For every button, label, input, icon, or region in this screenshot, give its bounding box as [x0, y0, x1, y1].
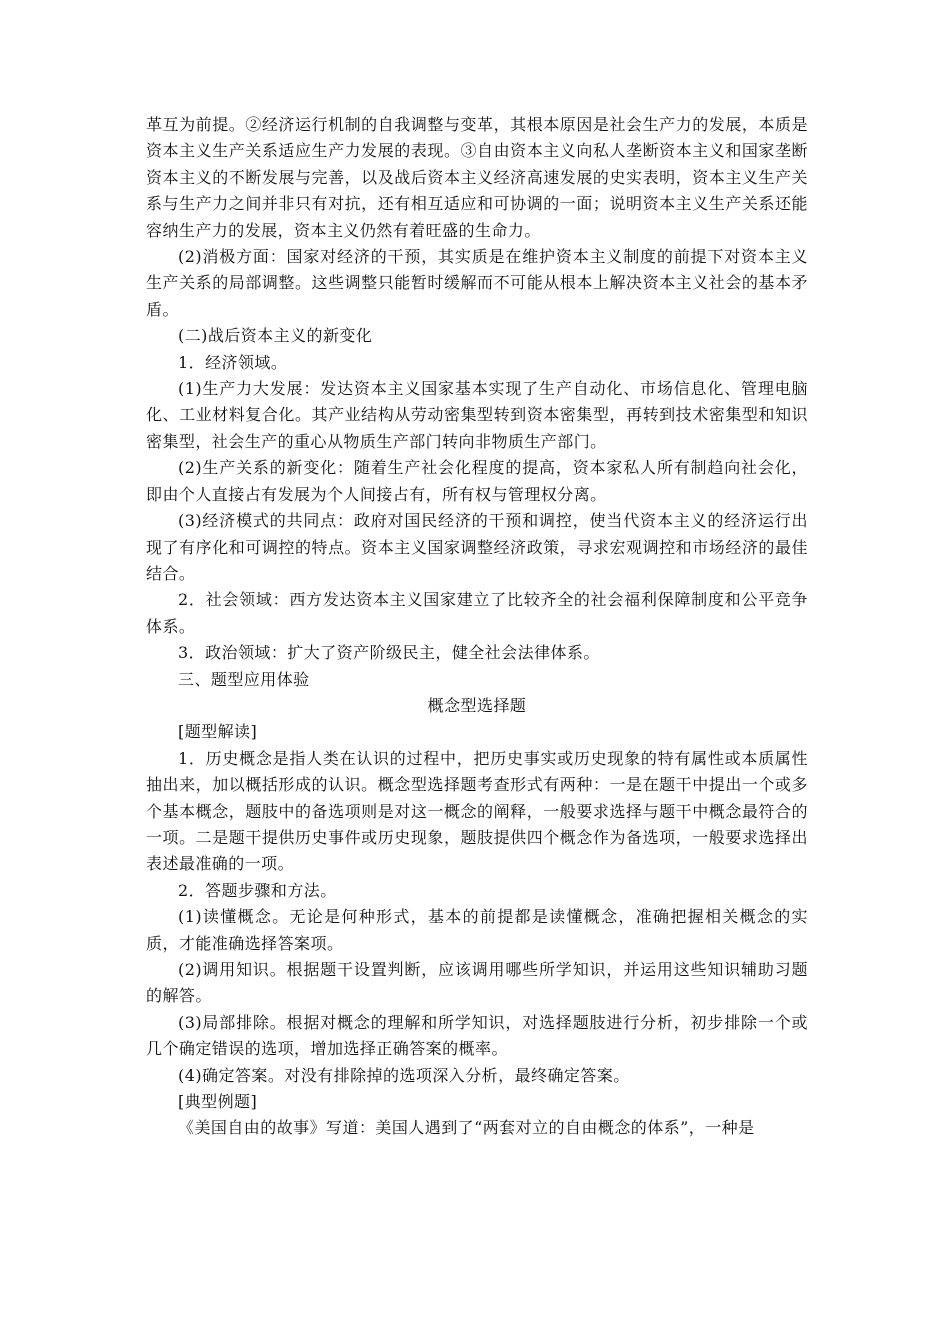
label-question-interpretation: [题型解读]: [178, 722, 258, 742]
section-heading-question-types: 三、题型应用体验: [178, 669, 310, 689]
paragraph-example-question: 《美国自由的故事》写道：美国人遇到了“两套对立的自由概念的体系”，一种是: [178, 1118, 755, 1138]
subheading-answer-steps: 2．答题步骤和方法。: [178, 880, 337, 900]
subheading-economic-field: 1．经济领域。: [178, 352, 288, 372]
paragraph-political-field: 3．政治领域：扩大了资产阶级民主，健全社会法律体系。: [178, 643, 600, 663]
document-page: [146, 112, 808, 1142]
paragraph-continuation: 革互为前提。②经济运行机制的自我调整与变革，其根本原因是社会生产力的发展，本质是资本主义生产关系适应生产力发展的表现。③自由资本主义向私人垄断资本主义和国家垄断资本主义的不断发展与完善，以及战后资本主义经济高速发展的史实表明，资本主义生产关系与生产力之间并非只有对抗，还有相互适应和可协调的一面；说明资本主义生产关系还能容纳生产力的发展，资本主义仍然有着旺盛的生命力。: [146, 115, 808, 240]
paragraph-step-confirm: (4)确定答案。对没有排除掉的选项深入分析，最终确定答案。: [178, 1065, 630, 1085]
paragraph-historical-concept: 1．历史概念是指人类在认识的过程中，把历史事实或历史现象的特有属性或本质属性抽出来，加以概括形成的认识。概念型选择题考查形式有两种：一是在题干中提出一个或多个基本概念，题肢中的备选项则是对这一概念的阐释，一般要求选择与题干中概念最符合的一项。二是题干提供历史事件或历史现象，题肢提供四个概念作为备选项，一般要求选择出表述最准确的一项。: [146, 748, 808, 874]
label-typical-example: [典型例题]: [178, 1092, 258, 1112]
paragraph-productivity: (1)生产力大发展：发达资本主义国家基本实现了生产自动化、市场信息化、管理电脑化、工业材料复合化。其产业结构从劳动密集型转到资本密集型，再转到技术密集型和知识密集型，社会生产的重心从物质生产部门转向非物质生产部门。: [146, 379, 808, 451]
paragraph-step-read: (1)读懂概念。无论是何种形式，基本的前提都是读懂概念，准确把握相关概念的实质，才能准确选择答案项。: [146, 907, 808, 953]
paragraph-production-relations: (2)生产关系的新变化：随着生产社会化程度的提高，资本家私人所有制趋向社会化，即由个人直接占有发展为个人间接占有，所有权与管理权分离。: [146, 458, 808, 504]
paragraph-negative-aspect: (2)消极方面：国家对经济的干预，其实质是在维护资本主义制度的前提下对资本主义生产关系的局部调整。这些调整只能暂时缓解而不可能从根本上解决资本主义社会的基本矛盾。: [146, 247, 808, 319]
centered-title-concept-questions: 概念型选择题: [427, 695, 527, 715]
paragraph-step-eliminate: (3)局部排除。根据对概念的理解和所学知识，对选择题肢进行分析，初步排除一个或几个确定错误的选项，增加选择正确答案的概率。: [146, 1012, 808, 1059]
paragraph-economic-model: (3)经济模式的共同点：政府对国民经济的干预和调控，使当代资本主义的经济运行出现了有序化和可调控的特点。资本主义国家调整经济政策，寻求宏观调控和市场经济的最佳结合。: [146, 511, 808, 583]
paragraph-step-recall: (2)调用知识。根据题干设置判断，应该调用哪些所学知识，并运用这些知识辅助习题的解答。: [146, 960, 808, 1006]
section-heading-postwar-changes: (二)战后资本主义的新变化: [178, 326, 373, 346]
paragraph-social-field: 2．社会领域：西方发达资本主义国家建立了比较齐全的社会福利保障制度和公平竞争体系。: [146, 590, 808, 636]
